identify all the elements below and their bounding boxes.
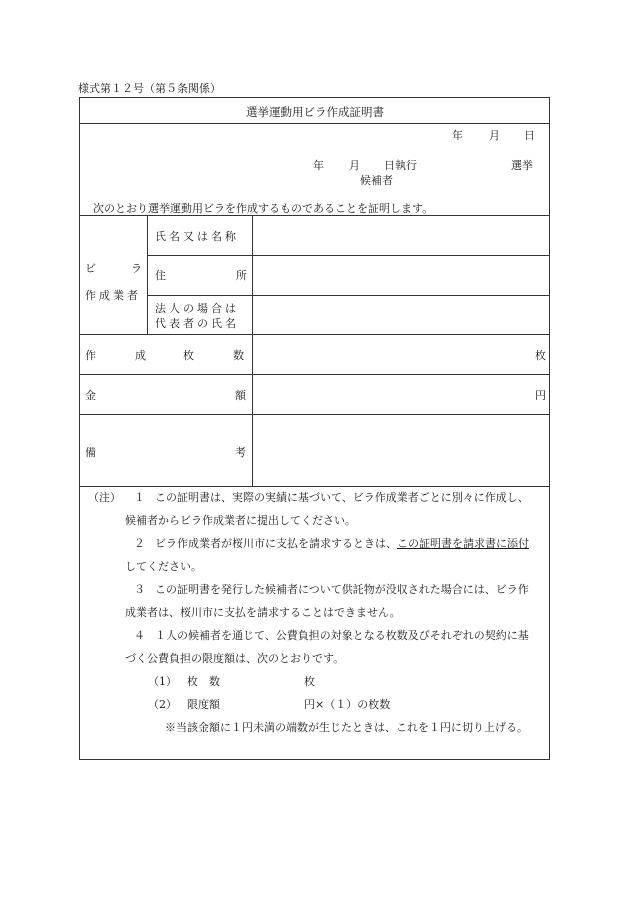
maker-name-label: 氏名又は名称 <box>155 230 239 243</box>
note-4-line-1: １人の候補者を通じて、公費負担の対象となる枚数及びそれぞれの契約に基 <box>155 629 529 642</box>
election-month: 月 <box>349 159 360 172</box>
maker-group-label-1b: ラ <box>131 262 142 275</box>
election-year: 年 <box>313 159 324 172</box>
remarks-field[interactable] <box>253 415 549 485</box>
note-2-number: ２ <box>134 537 145 550</box>
note-4-line-2: づく公費負担の限度額は、次のとおりです。 <box>125 652 345 665</box>
note-1-number: １ <box>134 491 145 504</box>
count-label-1: 作 <box>85 349 96 362</box>
count-field[interactable] <box>253 335 549 373</box>
document-title: 選挙運動用ビラ作成証明書 <box>246 105 384 119</box>
sub-1-value: 枚 <box>304 675 315 688</box>
maker-rep-field[interactable] <box>253 296 549 333</box>
count-label-2: 成 <box>135 349 146 362</box>
form-number: 様式第１２号（第５条関係） <box>78 82 221 95</box>
date-month: 月 <box>489 129 500 142</box>
note-2-line-2: してください。 <box>125 560 202 573</box>
count-unit: 枚 <box>535 349 546 362</box>
maker-group-label-1a: ビ <box>85 262 96 275</box>
note-1-line-1: この証明書は、実際の実績に基づいて、ビラ作成業者ごとに別々に作成し、 <box>155 491 529 504</box>
divider-remarks <box>79 486 550 487</box>
candidate-label: 候補者 <box>360 174 393 187</box>
sub-2-label: 限度額 <box>187 698 220 711</box>
amount-field[interactable] <box>253 375 549 413</box>
divider-group-col <box>147 215 148 334</box>
maker-address-label-a: 住 <box>155 269 166 282</box>
remarks-label-a: 備 <box>85 446 96 459</box>
note-3-line-2: 成業者は、桜川市に支払を請求することはできません。 <box>125 606 401 619</box>
maker-rep-label-2: 代表者の氏名 <box>155 317 239 330</box>
maker-rep-label-1: 法人の場合は <box>155 302 239 315</box>
rounding-footnote: ※当該金額に１円未満の端数が生じたときは、これを１円に切り上げる。 <box>165 721 528 734</box>
sub-2-value: 円×（１）の枚数 <box>304 698 391 711</box>
maker-address-label-b: 所 <box>236 269 247 282</box>
note-3-number: ３ <box>134 583 145 596</box>
amount-unit: 円 <box>535 389 546 402</box>
sub-1-number: （1） <box>148 675 177 688</box>
count-label-4: 数 <box>233 349 244 362</box>
remarks-label-b: 考 <box>235 446 246 459</box>
count-label-3: 枚 <box>183 349 194 362</box>
note-2-line-1-text: ビラ作成業者が桜川市に支払を請求するときは、 <box>155 537 397 550</box>
maker-address-field[interactable] <box>253 256 549 294</box>
note-2-emphasis: この証明書を請求書に添付 <box>397 537 529 550</box>
notes-heading: （注） <box>88 491 121 504</box>
amount-label-a: 金 <box>85 389 96 402</box>
sub-2-number: （2） <box>148 698 177 711</box>
date-day: 日 <box>524 129 535 142</box>
maker-group-label-2: 作成業者 <box>85 289 141 302</box>
sub-1-label: 枚 数 <box>187 675 220 688</box>
amount-label-b: 額 <box>235 389 246 402</box>
note-3-line-1: この証明書を発行した候補者について供託物が没収された場合には、ビラ作 <box>155 583 529 596</box>
note-2-line-1 <box>155 535 529 551</box>
note-1-line-2: 候補者からビラ作成業者に提出してください。 <box>125 514 356 527</box>
note-4-number: ４ <box>134 629 145 642</box>
election-name: 選挙 <box>511 159 533 172</box>
certification-statement: 次のとおり選挙運動用ビラを作成するものであることを証明します。 <box>93 202 434 215</box>
election-day-exec: 日執行 <box>384 159 417 172</box>
divider-title <box>79 123 550 124</box>
date-year: 年 <box>452 129 463 142</box>
maker-name-field[interactable] <box>253 216 549 254</box>
